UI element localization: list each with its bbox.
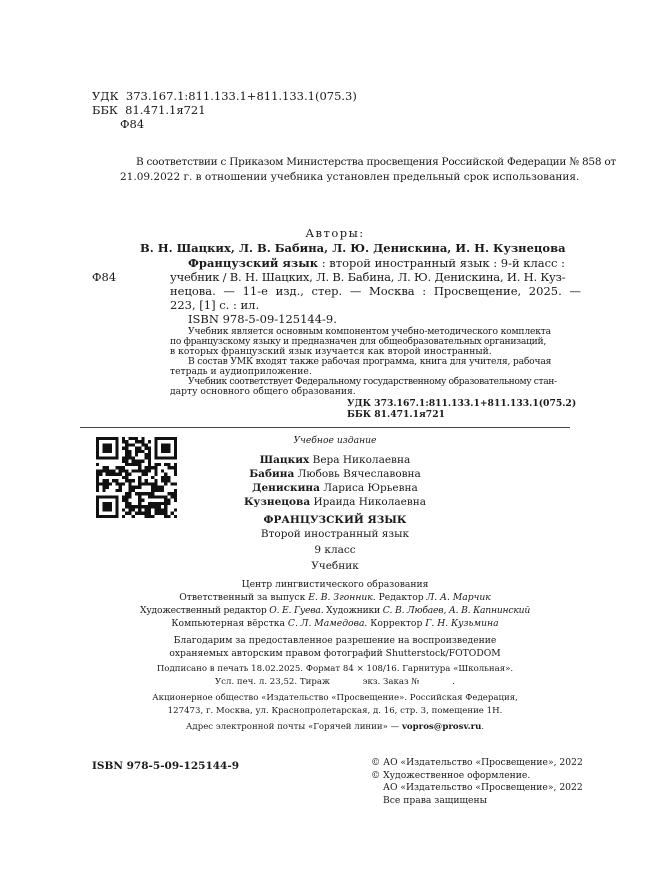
bib-line-3: нецова. — 11-е изд., стер. — Москва : Просвещение, 2025. — — [170, 284, 581, 298]
decree-line-1: В соответствии с Приказом Министерства просвещения Российской Федерации № 858 от — [136, 156, 616, 168]
edition-author-4: Кузнецова Ираида Николаевна — [243, 496, 427, 508]
publisher-1: Акционерное общество «Издательство «Просвещение». Российская Федерация, — [152, 693, 518, 703]
divider — [80, 427, 570, 428]
annotation-2: по французскому языку и предназначен для общеобразовательных организаций, — [170, 336, 546, 347]
print-info-1: Подписано в печать 18.02.2025. Формат 84 × 108/16. Гарнитура «Школьная». — [156, 664, 514, 674]
edition-grade: 9 класс — [314, 544, 356, 556]
edition-author-2: Бабина Любовь Вячеславовна — [249, 468, 421, 480]
thanks-1: Благодарим за предоставленное разрешение на воспроизведение — [173, 635, 497, 646]
hotline-email: vopros@prosv.ru — [401, 722, 482, 732]
copyright-1: © АО «Издательство «Просвещение», 2022 — [371, 757, 583, 768]
bib-bbk: ББК 81.471.1я721 — [347, 409, 445, 420]
thanks-2: охраняемых авторским правом фотографий Shutterstock/FOTODOM — [169, 648, 501, 659]
annotation-3: в которых французский язык изучается как второй иностранный. — [170, 346, 492, 357]
bbk-line: ББК 81.471.1я721 — [92, 103, 206, 117]
edition-kind: Учебник — [311, 560, 359, 572]
author-mark: Ф84 — [120, 117, 145, 131]
credits-line-2: Художественный редактор О. Е. Гуева. Художники С. В. Любаев, А. В. Капнинский — [140, 605, 531, 616]
annotation-7: дарту основного общего образования. — [170, 386, 356, 397]
annotation-4: В состав УМК входят также рабочая программа, книга для учителя, рабочая — [188, 356, 552, 367]
credits-line-3: Компьютерная вёрстка С. Л. Мамедова. Корректор Г. Н. Кузьмина — [171, 618, 499, 629]
edition-type: Учебное издание — [293, 435, 377, 446]
bib-line-4: 223, [1] с. : ил. — [170, 298, 260, 312]
udk-line: УДК 373.167.1:811.133.1+811.133.1(075.3) — [92, 89, 357, 103]
annotation-1: Учебник является основным компонентом учебно-методического комплекта — [188, 326, 551, 337]
edition-title: ФРАНЦУЗСКИЙ ЯЗЫК — [263, 514, 407, 526]
authors-line: В. Н. Шацких, Л. В. Бабина, Л. Ю. Денискина, И. Н. Кузнецова — [140, 241, 566, 255]
footer-isbn: ISBN 978-5-09-125144-9 — [92, 760, 240, 772]
bib-udk: УДК 373.167.1:811.133.1+811.133.1(075.2) — [347, 398, 577, 409]
copyright-2: © Художественное оформление. — [371, 769, 531, 781]
print-info-2: Усл. печ. л. 23,52. Тираж экз. Заказ № . — [214, 677, 456, 687]
edition-subtitle: Второй иностранный язык — [260, 528, 410, 540]
decree-line-2: 21.09.2022 г. в отношении учебника установлен предельный срок использования. — [120, 171, 580, 183]
hotline: Адрес электронной почты «Горячей линии» — vopros@prosv.ru. — [185, 722, 485, 732]
bib-line-1: Французский язык : второй иностранный язык : 9-й класс : — [188, 256, 566, 270]
authors-heading: Авторы: — [305, 226, 365, 240]
credits-line-1: Ответственный за выпуск Е. В. Згонник. Редактор Л. А. Марчик — [179, 592, 491, 603]
bib-line-2: учебник / В. Н. Шацких, Л. В. Бабина, Л. Ю. Денискина, И. Н. Куз- — [170, 270, 566, 284]
copyright-3: АО «Издательство «Просвещение», 2022 — [383, 782, 583, 793]
annotation-5: тетрадь и аудиоприложение. — [170, 366, 312, 377]
copyright-block — [371, 757, 583, 807]
bib-mark: Ф84 — [92, 270, 117, 284]
annotation-6: Учебник соответствует Федеральному государственному образовательному стан- — [188, 376, 557, 387]
edition-author-3: Денискина Лариса Юрьевна — [252, 482, 418, 494]
publisher-2: 127473, г. Москва, ул. Краснопролетарская, д. 16, стр. 3, помещение 1Н. — [167, 706, 503, 716]
copyright-4: Все права защищены — [383, 794, 487, 806]
edition-block — [140, 434, 530, 734]
bib-isbn: ISBN 978-5-09-125144-9. — [188, 312, 337, 326]
credits-center: Центр лингвистического образования — [241, 579, 429, 590]
edition-author-1: Шацких Вера Николаевна — [259, 454, 411, 466]
